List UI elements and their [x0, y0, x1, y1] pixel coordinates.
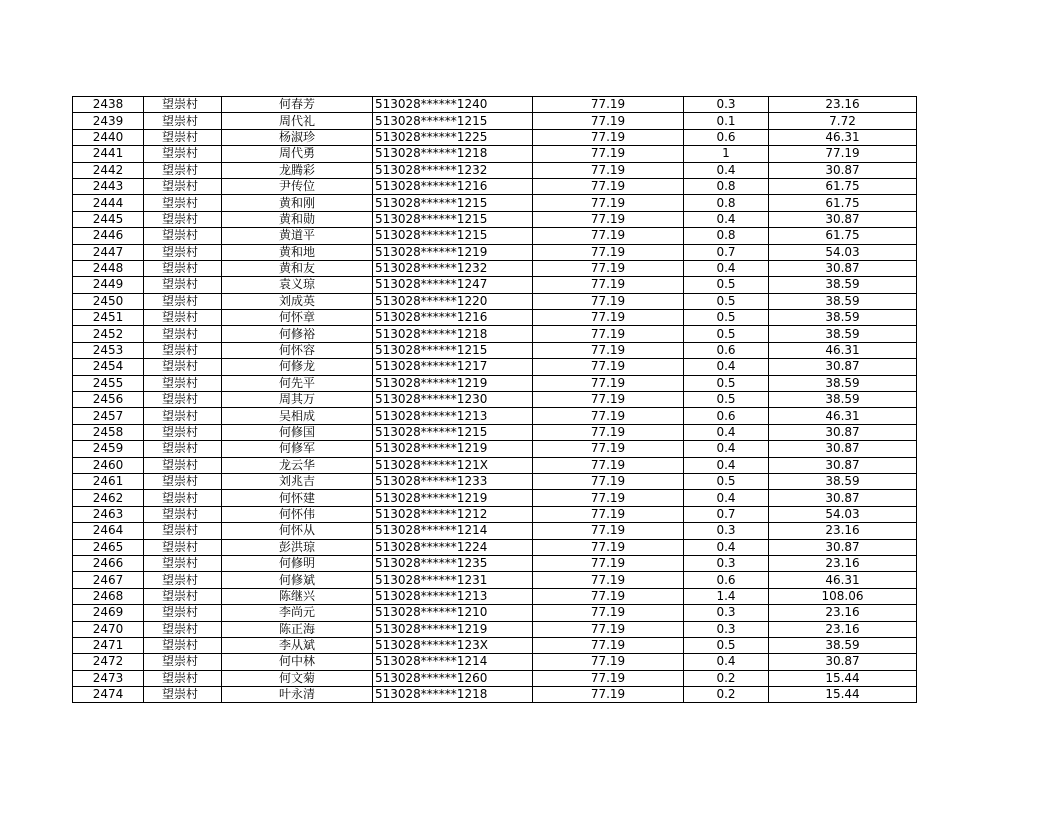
name-cell: 何中林 [222, 654, 373, 670]
table-row [73, 392, 917, 408]
price-cell: 77.19 [533, 572, 684, 588]
quantity-cell: 0.4 [684, 162, 769, 178]
quantity-cell: 0.5 [684, 637, 769, 653]
amount-cell: 30.87 [769, 490, 917, 506]
id-number-cell: 513028******1215 [373, 228, 533, 244]
id-number-cell: 513028******1219 [373, 244, 533, 260]
village-cell: 望崇村 [144, 211, 222, 227]
name-cell: 何修明 [222, 555, 373, 571]
table-row [73, 670, 917, 686]
row-number-cell: 2467 [73, 572, 144, 588]
village-cell: 望崇村 [144, 670, 222, 686]
quantity-cell: 0.5 [684, 310, 769, 326]
price-cell: 77.19 [533, 228, 684, 244]
id-number-cell: 513028******1216 [373, 310, 533, 326]
name-cell: 刘兆吉 [222, 473, 373, 489]
quantity-cell: 0.5 [684, 293, 769, 309]
name-cell: 黄和刚 [222, 195, 373, 211]
village-cell: 望崇村 [144, 424, 222, 440]
price-cell: 77.19 [533, 457, 684, 473]
price-cell: 77.19 [533, 146, 684, 162]
village-cell: 望崇村 [144, 326, 222, 342]
amount-cell: 30.87 [769, 359, 917, 375]
village-cell: 望崇村 [144, 342, 222, 358]
village-cell: 望崇村 [144, 97, 222, 113]
table-row [73, 113, 917, 129]
quantity-cell: 0.6 [684, 408, 769, 424]
village-cell: 望崇村 [144, 687, 222, 703]
table-row [73, 539, 917, 555]
amount-cell: 38.59 [769, 637, 917, 653]
price-cell: 77.19 [533, 473, 684, 489]
row-number-cell: 2442 [73, 162, 144, 178]
name-cell: 李尚元 [222, 605, 373, 621]
quantity-cell: 0.4 [684, 441, 769, 457]
price-cell: 77.19 [533, 195, 684, 211]
table-row [73, 277, 917, 293]
price-cell: 77.19 [533, 326, 684, 342]
id-number-cell: 513028******1224 [373, 539, 533, 555]
table-row [73, 523, 917, 539]
price-cell: 77.19 [533, 555, 684, 571]
price-cell: 77.19 [533, 687, 684, 703]
name-cell: 陈正海 [222, 621, 373, 637]
id-number-cell: 513028******1219 [373, 490, 533, 506]
amount-cell: 38.59 [769, 277, 917, 293]
village-cell: 望崇村 [144, 572, 222, 588]
table-row [73, 162, 917, 178]
quantity-cell: 0.7 [684, 244, 769, 260]
table-row [73, 621, 917, 637]
quantity-cell: 0.4 [684, 211, 769, 227]
table-row [73, 506, 917, 522]
quantity-cell: 0.6 [684, 572, 769, 588]
amount-cell: 30.87 [769, 457, 917, 473]
table-row [73, 441, 917, 457]
table-row [73, 129, 917, 145]
amount-cell: 23.16 [769, 523, 917, 539]
id-number-cell: 513028******1219 [373, 441, 533, 457]
quantity-cell: 0.4 [684, 539, 769, 555]
table-row [73, 457, 917, 473]
price-cell: 77.19 [533, 539, 684, 555]
row-number-cell: 2463 [73, 506, 144, 522]
amount-cell: 23.16 [769, 97, 917, 113]
quantity-cell: 0.6 [684, 342, 769, 358]
price-cell: 77.19 [533, 244, 684, 260]
row-number-cell: 2472 [73, 654, 144, 670]
quantity-cell: 0.4 [684, 654, 769, 670]
price-cell: 77.19 [533, 375, 684, 391]
table-row [73, 211, 917, 227]
row-number-cell: 2449 [73, 277, 144, 293]
name-cell: 袁义琼 [222, 277, 373, 293]
price-cell: 77.19 [533, 424, 684, 440]
table-row [73, 588, 917, 604]
row-number-cell: 2441 [73, 146, 144, 162]
price-cell: 77.19 [533, 408, 684, 424]
village-cell: 望崇村 [144, 523, 222, 539]
name-cell: 龙云华 [222, 457, 373, 473]
price-cell: 77.19 [533, 162, 684, 178]
name-cell: 黄和地 [222, 244, 373, 260]
name-cell: 吴相成 [222, 408, 373, 424]
id-number-cell: 513028******1220 [373, 293, 533, 309]
amount-cell: 7.72 [769, 113, 917, 129]
name-cell: 何怀建 [222, 490, 373, 506]
row-number-cell: 2448 [73, 260, 144, 276]
quantity-cell: 0.2 [684, 670, 769, 686]
id-number-cell: 513028******1219 [373, 375, 533, 391]
village-cell: 望崇村 [144, 277, 222, 293]
id-number-cell: 513028******1216 [373, 178, 533, 194]
price-cell: 77.19 [533, 342, 684, 358]
amount-cell: 46.31 [769, 129, 917, 145]
row-number-cell: 2456 [73, 392, 144, 408]
village-cell: 望崇村 [144, 637, 222, 653]
row-number-cell: 2465 [73, 539, 144, 555]
amount-cell: 61.75 [769, 195, 917, 211]
table-row [73, 375, 917, 391]
id-number-cell: 513028******1219 [373, 621, 533, 637]
id-number-cell: 513028******1240 [373, 97, 533, 113]
name-cell: 彭洪琼 [222, 539, 373, 555]
data-table [72, 96, 917, 703]
name-cell: 黄和勋 [222, 211, 373, 227]
quantity-cell: 0.4 [684, 260, 769, 276]
table-row [73, 195, 917, 211]
id-number-cell: 513028******1214 [373, 523, 533, 539]
quantity-cell: 0.3 [684, 97, 769, 113]
amount-cell: 30.87 [769, 441, 917, 457]
amount-cell: 30.87 [769, 211, 917, 227]
amount-cell: 38.59 [769, 473, 917, 489]
id-number-cell: 513028******1215 [373, 211, 533, 227]
price-cell: 77.19 [533, 637, 684, 653]
village-cell: 望崇村 [144, 555, 222, 571]
price-cell: 77.19 [533, 392, 684, 408]
price-cell: 77.19 [533, 260, 684, 276]
row-number-cell: 2454 [73, 359, 144, 375]
village-cell: 望崇村 [144, 359, 222, 375]
id-number-cell: 513028******1212 [373, 506, 533, 522]
id-number-cell: 513028******1235 [373, 555, 533, 571]
table-row [73, 424, 917, 440]
village-cell: 望崇村 [144, 408, 222, 424]
name-cell: 何修军 [222, 441, 373, 457]
name-cell: 何修龙 [222, 359, 373, 375]
table-row [73, 654, 917, 670]
table-row [73, 97, 917, 113]
row-number-cell: 2468 [73, 588, 144, 604]
quantity-cell: 0.4 [684, 457, 769, 473]
table-row [73, 146, 917, 162]
row-number-cell: 2452 [73, 326, 144, 342]
amount-cell: 30.87 [769, 654, 917, 670]
village-cell: 望崇村 [144, 129, 222, 145]
price-cell: 77.19 [533, 588, 684, 604]
name-cell: 何怀章 [222, 310, 373, 326]
row-number-cell: 2450 [73, 293, 144, 309]
id-number-cell: 513028******1215 [373, 342, 533, 358]
price-cell: 77.19 [533, 441, 684, 457]
quantity-cell: 1.4 [684, 588, 769, 604]
price-cell: 77.19 [533, 178, 684, 194]
village-cell: 望崇村 [144, 375, 222, 391]
id-number-cell: 513028******1214 [373, 654, 533, 670]
name-cell: 何修斌 [222, 572, 373, 588]
table-row [73, 687, 917, 703]
row-number-cell: 2460 [73, 457, 144, 473]
amount-cell: 46.31 [769, 572, 917, 588]
village-cell: 望崇村 [144, 310, 222, 326]
row-number-cell: 2461 [73, 473, 144, 489]
row-number-cell: 2453 [73, 342, 144, 358]
name-cell: 黄道平 [222, 228, 373, 244]
row-number-cell: 2473 [73, 670, 144, 686]
id-number-cell: 513028******123X [373, 637, 533, 653]
id-number-cell: 513028******1233 [373, 473, 533, 489]
village-cell: 望崇村 [144, 228, 222, 244]
amount-cell: 30.87 [769, 539, 917, 555]
id-number-cell: 513028******1217 [373, 359, 533, 375]
quantity-cell: 0.8 [684, 178, 769, 194]
amount-cell: 108.06 [769, 588, 917, 604]
table-row [73, 326, 917, 342]
quantity-cell: 0.4 [684, 490, 769, 506]
row-number-cell: 2466 [73, 555, 144, 571]
village-cell: 望崇村 [144, 654, 222, 670]
table-row [73, 342, 917, 358]
row-number-cell: 2474 [73, 687, 144, 703]
id-number-cell: 513028******1218 [373, 687, 533, 703]
name-cell: 何修裕 [222, 326, 373, 342]
price-cell: 77.19 [533, 113, 684, 129]
name-cell: 周代礼 [222, 113, 373, 129]
name-cell: 龙腾彩 [222, 162, 373, 178]
row-number-cell: 2470 [73, 621, 144, 637]
price-cell: 77.19 [533, 359, 684, 375]
quantity-cell: 0.5 [684, 375, 769, 391]
name-cell: 何先平 [222, 375, 373, 391]
name-cell: 周代勇 [222, 146, 373, 162]
table-row [73, 637, 917, 653]
table-row [73, 178, 917, 194]
amount-cell: 23.16 [769, 605, 917, 621]
name-cell: 尹传位 [222, 178, 373, 194]
quantity-cell: 0.3 [684, 621, 769, 637]
village-cell: 望崇村 [144, 506, 222, 522]
name-cell: 黄和友 [222, 260, 373, 276]
price-cell: 77.19 [533, 211, 684, 227]
village-cell: 望崇村 [144, 473, 222, 489]
row-number-cell: 2451 [73, 310, 144, 326]
amount-cell: 30.87 [769, 260, 917, 276]
table-row [73, 228, 917, 244]
amount-cell: 61.75 [769, 178, 917, 194]
id-number-cell: 513028******1218 [373, 326, 533, 342]
amount-cell: 61.75 [769, 228, 917, 244]
village-cell: 望崇村 [144, 293, 222, 309]
row-number-cell: 2444 [73, 195, 144, 211]
table-row [73, 260, 917, 276]
village-cell: 望崇村 [144, 260, 222, 276]
quantity-cell: 0.4 [684, 359, 769, 375]
quantity-cell: 0.8 [684, 195, 769, 211]
id-number-cell: 513028******1215 [373, 113, 533, 129]
id-number-cell: 513028******1260 [373, 670, 533, 686]
table-row [73, 555, 917, 571]
name-cell: 刘成英 [222, 293, 373, 309]
village-cell: 望崇村 [144, 457, 222, 473]
price-cell: 77.19 [533, 506, 684, 522]
price-cell: 77.19 [533, 277, 684, 293]
quantity-cell: 0.4 [684, 424, 769, 440]
quantity-cell: 0.3 [684, 523, 769, 539]
table-row [73, 359, 917, 375]
amount-cell: 23.16 [769, 555, 917, 571]
amount-cell: 38.59 [769, 392, 917, 408]
id-number-cell: 513028******1232 [373, 260, 533, 276]
name-cell: 陈继兴 [222, 588, 373, 604]
id-number-cell: 513028******1215 [373, 424, 533, 440]
table-row [73, 490, 917, 506]
price-cell: 77.19 [533, 97, 684, 113]
table-row [73, 293, 917, 309]
village-cell: 望崇村 [144, 195, 222, 211]
village-cell: 望崇村 [144, 178, 222, 194]
quantity-cell: 0.5 [684, 392, 769, 408]
name-cell: 何怀从 [222, 523, 373, 539]
row-number-cell: 2464 [73, 523, 144, 539]
name-cell: 周其万 [222, 392, 373, 408]
row-number-cell: 2440 [73, 129, 144, 145]
price-cell: 77.19 [533, 129, 684, 145]
id-number-cell: 513028******1225 [373, 129, 533, 145]
row-number-cell: 2447 [73, 244, 144, 260]
quantity-cell: 0.2 [684, 687, 769, 703]
name-cell: 叶永清 [222, 687, 373, 703]
quantity-cell: 0.6 [684, 129, 769, 145]
price-cell: 77.19 [533, 523, 684, 539]
village-cell: 望崇村 [144, 244, 222, 260]
village-cell: 望崇村 [144, 146, 222, 162]
table-row [73, 408, 917, 424]
quantity-cell: 1 [684, 146, 769, 162]
table-body [73, 97, 917, 703]
row-number-cell: 2439 [73, 113, 144, 129]
row-number-cell: 2438 [73, 97, 144, 113]
price-cell: 77.19 [533, 654, 684, 670]
name-cell: 李从斌 [222, 637, 373, 653]
id-number-cell: 513028******121X [373, 457, 533, 473]
amount-cell: 15.44 [769, 687, 917, 703]
name-cell: 何修国 [222, 424, 373, 440]
row-number-cell: 2455 [73, 375, 144, 391]
name-cell: 何文菊 [222, 670, 373, 686]
village-cell: 望崇村 [144, 490, 222, 506]
row-number-cell: 2457 [73, 408, 144, 424]
price-cell: 77.19 [533, 670, 684, 686]
id-number-cell: 513028******1210 [373, 605, 533, 621]
amount-cell: 54.03 [769, 244, 917, 260]
amount-cell: 23.16 [769, 621, 917, 637]
id-number-cell: 513028******1247 [373, 277, 533, 293]
quantity-cell: 0.7 [684, 506, 769, 522]
amount-cell: 46.31 [769, 342, 917, 358]
id-number-cell: 513028******1218 [373, 146, 533, 162]
quantity-cell: 0.1 [684, 113, 769, 129]
row-number-cell: 2462 [73, 490, 144, 506]
table-row [73, 473, 917, 489]
amount-cell: 38.59 [769, 310, 917, 326]
row-number-cell: 2445 [73, 211, 144, 227]
name-cell: 何春芳 [222, 97, 373, 113]
id-number-cell: 513028******1231 [373, 572, 533, 588]
row-number-cell: 2446 [73, 228, 144, 244]
row-number-cell: 2469 [73, 605, 144, 621]
amount-cell: 54.03 [769, 506, 917, 522]
row-number-cell: 2458 [73, 424, 144, 440]
name-cell: 何怀伟 [222, 506, 373, 522]
name-cell: 何怀容 [222, 342, 373, 358]
quantity-cell: 0.3 [684, 605, 769, 621]
village-cell: 望崇村 [144, 441, 222, 457]
village-cell: 望崇村 [144, 621, 222, 637]
price-cell: 77.19 [533, 310, 684, 326]
village-cell: 望崇村 [144, 392, 222, 408]
village-cell: 望崇村 [144, 539, 222, 555]
table-row [73, 310, 917, 326]
id-number-cell: 513028******1215 [373, 195, 533, 211]
amount-cell: 30.87 [769, 424, 917, 440]
table-row [73, 605, 917, 621]
id-number-cell: 513028******1213 [373, 588, 533, 604]
name-cell: 杨淑珍 [222, 129, 373, 145]
amount-cell: 38.59 [769, 293, 917, 309]
amount-cell: 77.19 [769, 146, 917, 162]
price-cell: 77.19 [533, 605, 684, 621]
amount-cell: 38.59 [769, 375, 917, 391]
amount-cell: 38.59 [769, 326, 917, 342]
amount-cell: 15.44 [769, 670, 917, 686]
row-number-cell: 2471 [73, 637, 144, 653]
price-cell: 77.19 [533, 621, 684, 637]
id-number-cell: 513028******1213 [373, 408, 533, 424]
village-cell: 望崇村 [144, 588, 222, 604]
quantity-cell: 0.8 [684, 228, 769, 244]
amount-cell: 46.31 [769, 408, 917, 424]
price-cell: 77.19 [533, 293, 684, 309]
village-cell: 望崇村 [144, 113, 222, 129]
amount-cell: 30.87 [769, 162, 917, 178]
village-cell: 望崇村 [144, 162, 222, 178]
price-cell: 77.19 [533, 490, 684, 506]
quantity-cell: 0.3 [684, 555, 769, 571]
id-number-cell: 513028******1232 [373, 162, 533, 178]
quantity-cell: 0.5 [684, 277, 769, 293]
table-row [73, 572, 917, 588]
quantity-cell: 0.5 [684, 473, 769, 489]
table-row [73, 244, 917, 260]
village-cell: 望崇村 [144, 605, 222, 621]
row-number-cell: 2459 [73, 441, 144, 457]
quantity-cell: 0.5 [684, 326, 769, 342]
row-number-cell: 2443 [73, 178, 144, 194]
id-number-cell: 513028******1230 [373, 392, 533, 408]
